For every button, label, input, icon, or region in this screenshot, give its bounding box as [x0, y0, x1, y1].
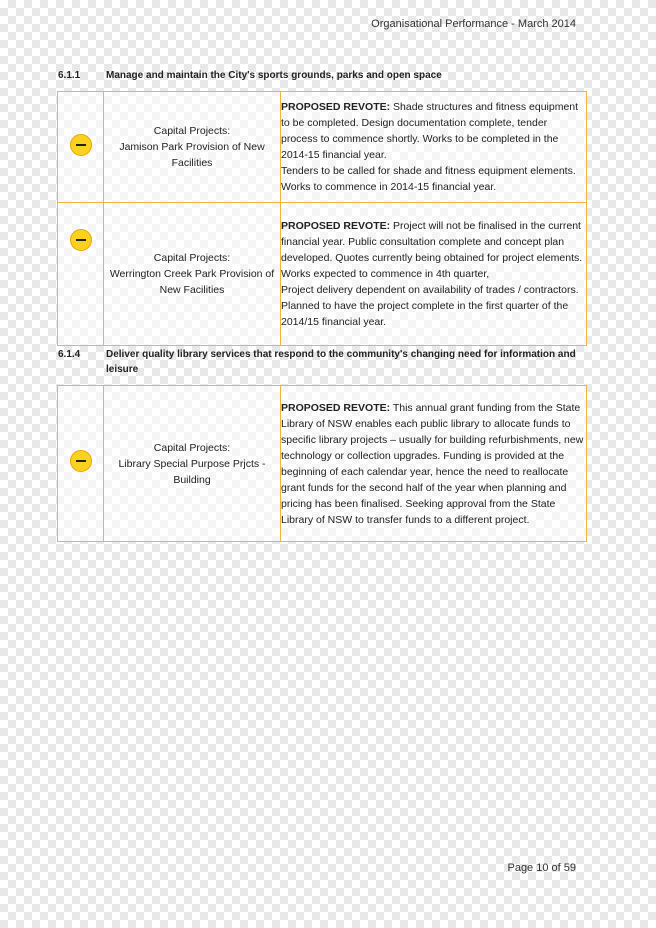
table-row [58, 203, 587, 346]
section-number: 6.1.4 [58, 349, 81, 360]
status-cell [58, 203, 104, 346]
status-cell [58, 92, 104, 203]
amber-dash-icon [70, 450, 92, 472]
table-row [58, 92, 587, 203]
project-description-cell [281, 203, 587, 346]
project-category: Capital Projects: [153, 441, 231, 454]
project-category: Capital Projects: [153, 252, 231, 264]
project-description-cell [281, 386, 587, 542]
project-name: Werrington Creek Park Provision of New Facilities [109, 268, 275, 296]
project-name: Library Special Purpose Prjcts - Building [118, 457, 266, 486]
page-header-title: Organisational Performance - March 2014 [371, 18, 576, 30]
project-description-cell [281, 92, 587, 203]
section-title: Deliver quality library services that respond to the community's changing need for information and leisure [106, 349, 576, 375]
revote-label: PROPOSED REVOTE: [281, 220, 391, 232]
project-name-cell [104, 92, 281, 203]
project-description-2: Tenders to be called for shade and fitness equipment elements. Works to commence in 2014-15 financial year. [281, 165, 576, 193]
project-name: Jamison Park Provision of New Facilities [119, 141, 265, 169]
project-name-cell [104, 203, 281, 346]
project-category: Capital Projects: [153, 125, 231, 137]
project-table-6-1-4 [57, 385, 587, 542]
status-cell [58, 386, 104, 542]
revote-label: PROPOSED REVOTE: [281, 101, 391, 113]
project-description: Shade structures and fitness equipment to be completed. Design documentation complete, tender process to commence shortly. Works to be completed in the 2014-15 financial year. [281, 101, 579, 161]
project-table-6-1-1 [57, 91, 587, 346]
table-row [58, 386, 587, 542]
project-description: Project will not be finalised in the current financial year. Public consultation complete and concept plan developed. Quotes currently being obtained for project elements. Works expected to commence in 4th quarter, [281, 220, 583, 280]
project-description-2: Project delivery dependent on availability of trades / contractors. Planned to have the project complete in the first quarter of the 2014/15 financial year. [281, 284, 579, 328]
section-heading-6-1-1 [58, 68, 588, 83]
amber-dash-icon [70, 229, 92, 251]
revote-label: PROPOSED REVOTE: [281, 401, 391, 414]
amber-dash-icon [70, 134, 92, 156]
section-number: 6.1.1 [58, 70, 81, 81]
project-description: This annual grant funding from the State Library of NSW enables each public library to allocate funds to specific library projects – usually for building refurbishments, new technology or collection upgrades. Funding is provided at the beginning of each calendar year, hence the need to reallocate grant funds for the second half of the year when planning and pricing has been finalised. Seeking approval from the State Library of NSW to transfer funds to a different project. [281, 401, 584, 526]
section-heading-6-1-4 [58, 347, 588, 377]
page-number: Page 10 of 59 [507, 862, 576, 874]
project-name-cell [104, 386, 281, 542]
section-title: Manage and maintain the City's sports grounds, parks and open space [106, 70, 442, 81]
